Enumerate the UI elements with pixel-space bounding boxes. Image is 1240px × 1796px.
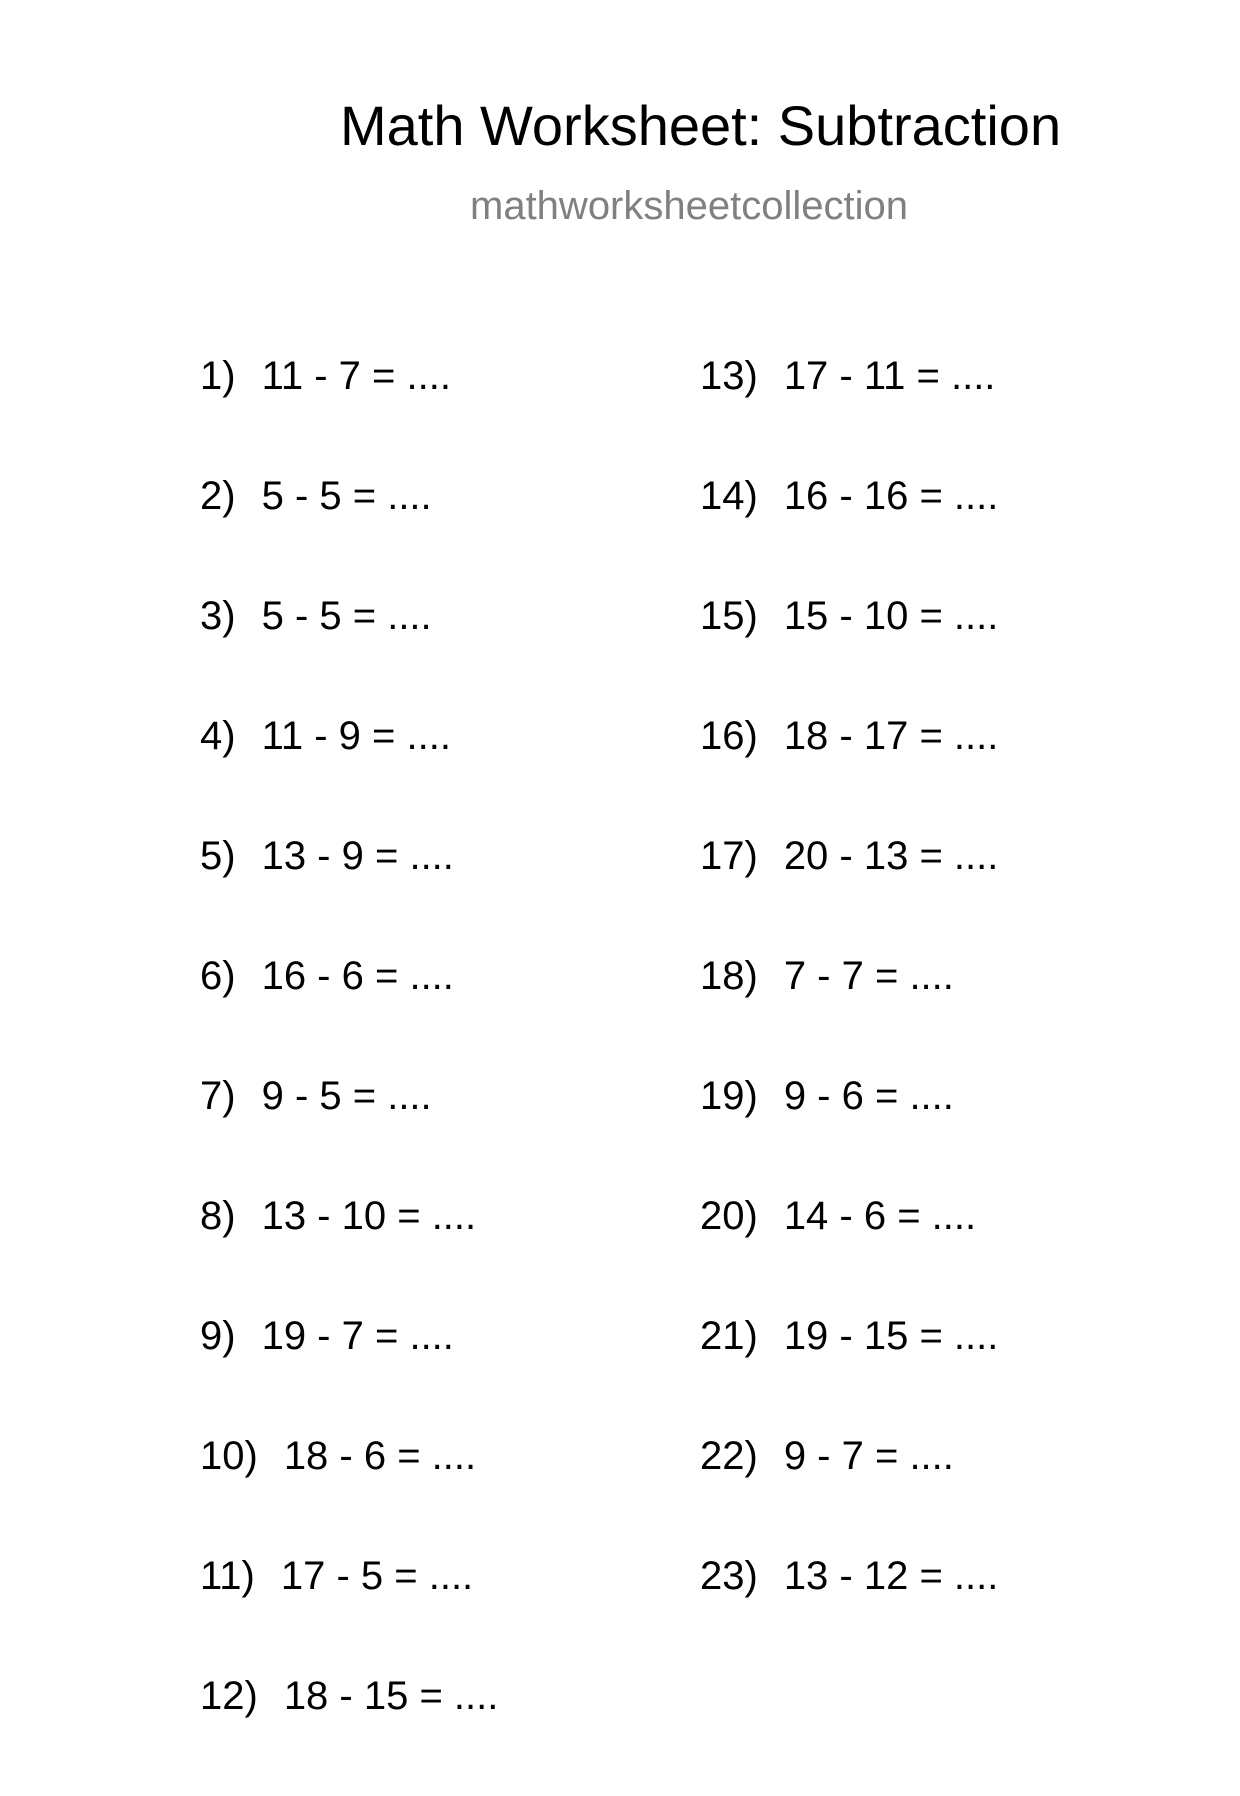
problem-number: 5) xyxy=(200,834,236,878)
problem-number: 7) xyxy=(200,1074,236,1118)
problem-number: 19) xyxy=(700,1074,758,1118)
problem-number: 12) xyxy=(200,1674,258,1718)
problem-expression: 7 - 7 = .... xyxy=(783,954,954,998)
problem-expression: 15 - 10 = .... xyxy=(783,594,999,638)
problem-item xyxy=(700,1196,998,1316)
problem-number: 11) xyxy=(200,1554,255,1598)
problem-item xyxy=(200,356,498,476)
problem-number: 4) xyxy=(200,714,236,758)
problem-expression: 9 - 5 = .... xyxy=(261,1074,432,1118)
problem-expression: 13 - 12 = .... xyxy=(783,1554,999,1598)
problem-expression: 9 - 7 = .... xyxy=(783,1434,954,1478)
problem-item xyxy=(700,1436,998,1556)
problem-item xyxy=(200,956,498,1076)
problem-expression: 19 - 7 = .... xyxy=(261,1314,454,1358)
problem-item xyxy=(200,1436,498,1556)
problem-item xyxy=(700,716,998,836)
worksheet-title: Math Worksheet: Subtraction xyxy=(340,94,1062,157)
problem-expression: 19 - 15 = .... xyxy=(783,1314,999,1358)
problem-item xyxy=(200,1076,498,1196)
problems-column-right xyxy=(700,356,998,1676)
problem-number: 16) xyxy=(700,714,758,758)
problem-expression: 13 - 10 = .... xyxy=(261,1194,477,1238)
problem-item xyxy=(700,356,998,476)
problem-expression: 16 - 6 = .... xyxy=(261,954,454,998)
problems-column-left xyxy=(200,356,498,1796)
problem-item xyxy=(700,1316,998,1436)
problem-expression: 9 - 6 = .... xyxy=(783,1074,954,1118)
problem-number: 21) xyxy=(700,1314,758,1358)
problem-expression: 11 - 9 = .... xyxy=(261,714,451,758)
problem-number: 23) xyxy=(700,1554,758,1598)
problem-expression: 18 - 6 = .... xyxy=(283,1434,477,1478)
problem-item xyxy=(200,836,498,956)
problem-item xyxy=(700,1556,998,1676)
problem-expression: 20 - 13 = .... xyxy=(783,834,999,878)
problem-item xyxy=(200,1196,498,1316)
problem-item xyxy=(200,1556,498,1676)
problem-number: 13) xyxy=(700,354,758,398)
problem-item xyxy=(700,1076,998,1196)
problem-item xyxy=(200,476,498,596)
problem-expression: 17 - 11 = .... xyxy=(783,354,996,398)
problem-expression: 14 - 6 = .... xyxy=(783,1194,977,1238)
problem-number: 15) xyxy=(700,594,758,638)
problem-item xyxy=(700,476,998,596)
problem-number: 22) xyxy=(700,1434,758,1478)
problem-number: 6) xyxy=(200,954,236,998)
worksheet-subtitle: mathworksheetcollection xyxy=(470,184,908,228)
problem-expression: 5 - 5 = .... xyxy=(261,474,432,518)
problem-number: 3) xyxy=(200,594,236,638)
problem-number: 18) xyxy=(700,954,758,998)
problem-item xyxy=(200,1676,498,1796)
problem-number: 17) xyxy=(700,834,758,878)
problem-item xyxy=(700,596,998,716)
problem-item xyxy=(700,956,998,1076)
problem-expression: 13 - 9 = .... xyxy=(261,834,454,878)
problem-number: 20) xyxy=(700,1194,758,1238)
problem-expression: 5 - 5 = .... xyxy=(261,594,432,638)
problem-item xyxy=(200,716,498,836)
problem-expression: 16 - 16 = .... xyxy=(783,474,999,518)
problem-number: 2) xyxy=(200,474,236,518)
problem-item xyxy=(200,596,498,716)
problem-expression: 17 - 5 = .... xyxy=(280,1554,474,1598)
problem-number: 1) xyxy=(200,354,236,398)
problem-number: 9) xyxy=(200,1314,236,1358)
problem-expression: 11 - 7 = .... xyxy=(261,354,451,398)
problem-item xyxy=(700,836,998,956)
problem-number: 8) xyxy=(200,1194,236,1238)
problem-expression: 18 - 15 = .... xyxy=(283,1674,499,1718)
problem-item xyxy=(200,1316,498,1436)
problem-number: 14) xyxy=(700,474,758,518)
problem-number: 10) xyxy=(200,1434,258,1478)
problem-expression: 18 - 17 = .... xyxy=(783,714,999,758)
